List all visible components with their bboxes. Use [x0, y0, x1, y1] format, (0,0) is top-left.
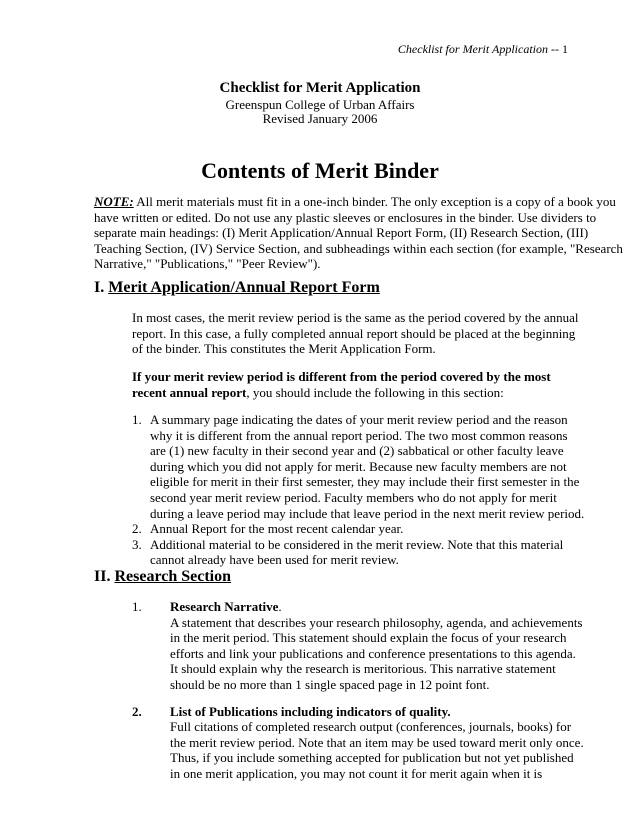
item-number: 1.	[132, 599, 142, 614]
section2-number: II.	[94, 568, 115, 585]
section1-number: I.	[94, 279, 109, 296]
item-title: List of Publications including indicators of quality.	[170, 703, 451, 719]
item-line: are (1) new faculty in their second year and (2) sabbatical or other faculty leave	[150, 443, 564, 459]
subtitle-revised: Revised January 2006	[262, 111, 378, 126]
section2-list	[132, 599, 592, 782]
intro-line: of the binder. This constitutes the Merit Application Form.	[132, 341, 436, 357]
item-line: eligible for merit in their first semester, they may include their first semester in the	[150, 474, 580, 490]
note-line: Teaching Section, (IV) Service Section, and subheadings within each section (for example, "Research	[94, 240, 623, 256]
item-line: during a leave period may include that leave period in the next merit review period.	[150, 505, 585, 521]
item-line: in one merit application, you may not count it for merit again when it is	[170, 765, 543, 781]
note-line: Narrative," "Publications," "Peer Review").	[94, 256, 321, 272]
section1-title: Merit Application/Annual Report Form	[108, 279, 380, 296]
item-number: 2.	[132, 703, 142, 719]
item-line: the merit review period. Note that an item may be used toward merit only once.	[170, 734, 584, 750]
running-header-title: Checklist for Merit Application	[397, 42, 548, 56]
item-line: why it is different from the annual report period. The two most common reasons	[150, 427, 568, 443]
section1-heading	[94, 279, 380, 297]
item-line: Full citations of completed research output (conferences, journals, books) for	[170, 719, 572, 735]
item-title: Research Narrative	[170, 599, 279, 614]
item-line: cannot already have been used for merit review.	[150, 552, 399, 568]
section2-heading	[94, 568, 231, 586]
note-line: have written or edited. Do not use any plastic sleeves or enclosures in the binder. Use dividers to	[94, 209, 597, 225]
section1-condition	[132, 369, 551, 400]
item-line: in the merit period. This statement should explain the focus of your research	[170, 630, 567, 646]
running-header	[398, 42, 568, 58]
list-item	[132, 521, 582, 537]
note-line: All merit materials must fit in a one-inch binder. The only exception is a copy of a book you	[133, 194, 616, 209]
item-line: Additional material to be considered in the merit review. Note that this material	[150, 536, 564, 552]
list-item	[132, 599, 592, 693]
item-line: Annual Report for the most recent calendar year.	[150, 521, 404, 537]
doc-title: Checklist for Merit Application	[219, 80, 421, 96]
item-line: A statement that describes your research philosophy, agenda, and achievements	[170, 614, 583, 630]
list-item	[132, 537, 582, 568]
item-number: 2.	[132, 521, 142, 537]
condition-text: , you should include the following in this section:	[246, 384, 504, 400]
section2-title: Research Section	[114, 568, 232, 585]
page-heading: Contents of Merit Binder	[201, 158, 439, 183]
running-header-sep: --	[548, 42, 562, 56]
item-number: 1.	[132, 412, 142, 427]
list-item	[132, 412, 585, 521]
item-line: efforts and link your publications and conference presentations to this agenda.	[170, 645, 576, 661]
item-line: should be no more than 1 single spaced page in 12 point font.	[170, 676, 490, 692]
list-item	[132, 704, 592, 782]
condition-bold: If your merit review period is different from the period covered by the most	[132, 369, 551, 384]
item-line: second year merit review period. Faculty members who do not apply for merit	[150, 489, 557, 505]
condition-bold: recent annual report	[132, 384, 247, 400]
note-label: NOTE:	[94, 194, 134, 209]
subtitle-college: Greenspun College of Urban Affairs	[225, 97, 415, 112]
section1-list	[132, 412, 585, 568]
note-line: separate main headings: (I) Merit Application/Annual Report Form, (II) Research Section, (III)	[94, 225, 589, 241]
item-line: It should explain why the research is meritorious. This narrative statement	[170, 661, 556, 677]
item-line: during which you did not apply for merit. Because new faculty members are not	[150, 458, 567, 474]
item-number: 3.	[132, 536, 142, 552]
note-paragraph	[94, 194, 623, 272]
intro-line: report. In this case, a fully completed annual report should be placed at the beginning	[132, 325, 576, 341]
item-title-suffix: .	[278, 599, 282, 614]
item-line: A summary page indicating the dates of your merit review period and the reason	[150, 412, 568, 427]
page-number: 1	[562, 42, 568, 56]
intro-line: In most cases, the merit review period is the same as the period covered by the annual	[132, 310, 579, 325]
section1-intro	[132, 310, 579, 357]
item-line: Thus, if you include something accepted for publication but not yet published	[170, 750, 574, 766]
